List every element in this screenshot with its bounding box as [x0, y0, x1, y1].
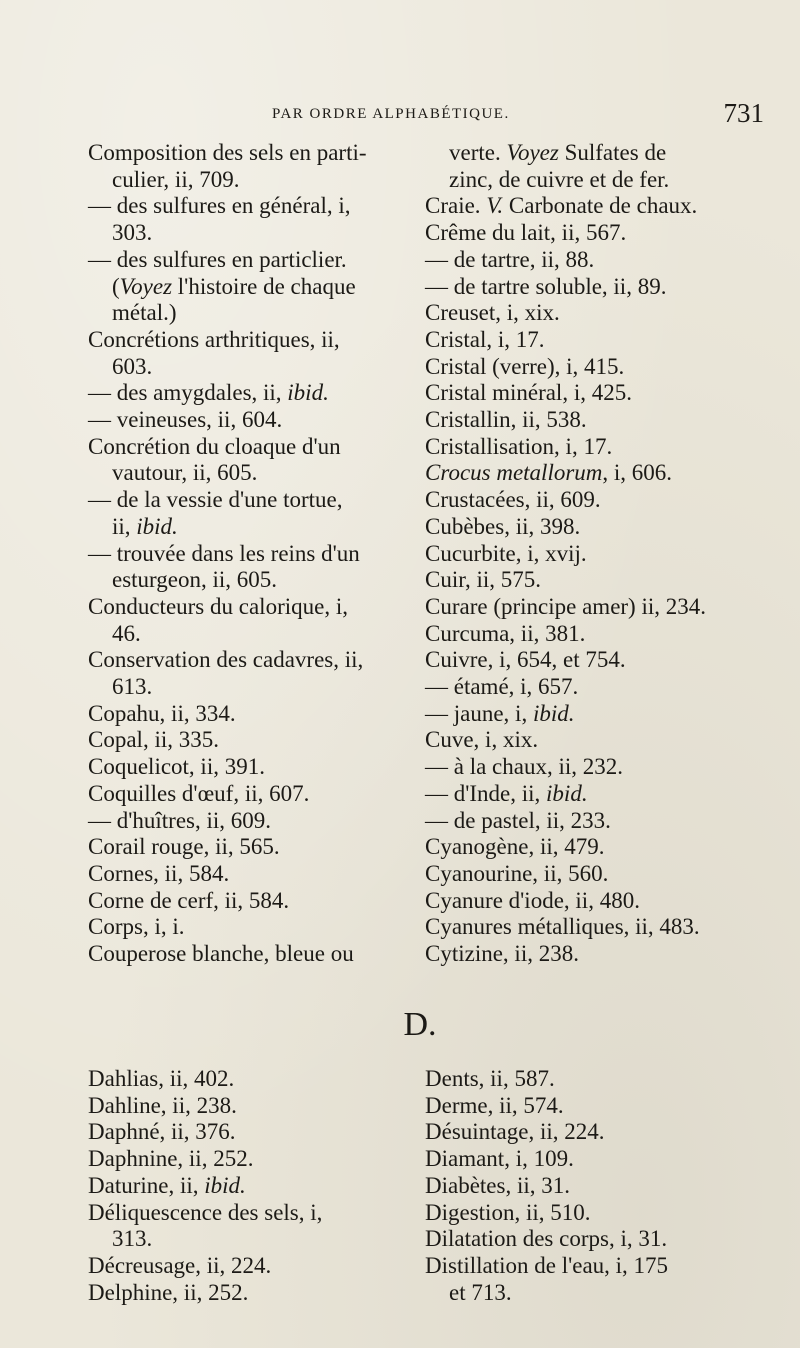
index-entry: — de tartre, ii, 88.: [425, 246, 595, 272]
index-entry: Copahu, ii, 334.: [88, 700, 236, 726]
index-entry: — trouvée dans les reins d'un: [88, 540, 360, 566]
index-entry: Cucurbite, i, xvij.: [425, 540, 587, 566]
index-entry: Cristallin, ii, 538.: [425, 407, 587, 433]
index-entry: Delphine, ii, 252.: [88, 1279, 249, 1305]
index-entry: Coquilles d'œuf, ii, 607.: [88, 780, 310, 806]
index-entry: Corne de cerf, ii, 584.: [88, 887, 290, 913]
index-entry: — des sulfures en général, i,: [88, 193, 351, 219]
index-entry: Cubèbes, ii, 398.: [425, 513, 581, 539]
index-entry: — d'Inde, ii, ibid.: [425, 780, 588, 806]
index-entry: Cyanourine, ii, 560.: [425, 860, 609, 886]
index-entry: — veineuses, ii, 604.: [88, 407, 283, 433]
section-letter: D.: [403, 1006, 437, 1043]
page-header: [0, 98, 800, 134]
index-entry: culier, ii, 709.: [112, 166, 240, 192]
index-entry: Creuset, i, xix.: [425, 300, 560, 326]
index-entry: vautour, ii, 605.: [112, 460, 258, 486]
index-entry: verte. Voyez Sulfates de: [449, 140, 667, 165]
index-entry: Cristal minéral, i, 425.: [425, 380, 632, 406]
index-entry: — de la vessie d'une tortue,: [88, 487, 343, 513]
index-entry: — étamé, i, 657.: [425, 674, 579, 700]
index-entry: Décreusage, ii, 224.: [88, 1252, 272, 1278]
index-entry: Cristallisation, i, 17.: [425, 433, 613, 459]
index-entry: métal.): [112, 300, 177, 326]
index-entry: Corps, i, i.: [88, 914, 185, 940]
index-entry: 46.: [112, 620, 141, 646]
index-entry: Curare (principe amer) ii, 234.: [425, 593, 706, 619]
running-head: PAR ORDRE ALPHABÉTIQUE.: [272, 106, 510, 122]
index-entry: Cyanogène, ii, 479.: [425, 834, 605, 860]
index-entry: Couperose blanche, bleue ou: [88, 941, 354, 967]
index-entry: Conducteurs du calorique, i,: [88, 593, 348, 619]
index-entry: Désuintage, ii, 224.: [425, 1119, 605, 1145]
index-entry: — de pastel, ii, 233.: [425, 807, 611, 833]
index-entry: Cyanure d'iode, ii, 480.: [425, 887, 640, 913]
index-entry: 303.: [112, 220, 153, 246]
index-entry: Derme, ii, 574.: [425, 1092, 564, 1118]
index-entry: Craie. V. Carbonate de chaux.: [425, 193, 698, 219]
index-entry: Cuivre, i, 654, et 754.: [425, 647, 626, 673]
index-entry: Corail rouge, ii, 565.: [88, 834, 280, 860]
index-entry: Digestion, ii, 510.: [425, 1199, 591, 1225]
index-entry: Dahlias, ii, 402.: [88, 1066, 235, 1091]
index-entry: Cornes, ii, 584.: [88, 860, 230, 886]
index-entry: Dilatation des corps, i, 31.: [425, 1226, 668, 1252]
index-entry: Cytizine, ii, 238.: [425, 941, 579, 967]
index-entry: zinc, de cuivre et de fer.: [449, 166, 670, 192]
index-entry: Crocus metallorum, i, 606.: [425, 460, 673, 486]
index-entry: Diabètes, ii, 31.: [425, 1172, 570, 1198]
page-number: 731: [723, 98, 764, 128]
index-entry: — des sulfures en particlier.: [88, 246, 347, 272]
index-entry: Concrétion du cloaque d'un: [88, 433, 341, 459]
index-entry: et 713.: [449, 1279, 512, 1305]
section-letter-d: [0, 1006, 800, 1044]
index-entry: Cristal, i, 17.: [425, 326, 545, 352]
index-entry: Crême du lait, ii, 567.: [425, 220, 627, 246]
index-entry: (Voyez l'histoire de chaque: [112, 273, 356, 299]
index-column-c-right: [425, 140, 770, 968]
index-entry: Dents, ii, 587.: [425, 1066, 555, 1091]
index-entry: Dahline, ii, 238.: [88, 1092, 237, 1118]
index-entry: esturgeon, ii, 605.: [112, 567, 278, 593]
index-entry: Copal, ii, 335.: [88, 727, 219, 753]
index-entry: Cuve, i, xix.: [425, 727, 539, 753]
index-entry: Daphné, ii, 376.: [88, 1119, 236, 1145]
index-entry: ii, ibid.: [112, 513, 178, 539]
index-column-d-left: [88, 1066, 418, 1306]
index-entry: — à la chaux, ii, 232.: [425, 754, 624, 780]
index-entry: Conservation des cadavres, ii,: [88, 647, 364, 673]
index-entry: Concrétions arthritiques, ii,: [88, 326, 340, 352]
index-entry: Curcuma, ii, 381.: [425, 620, 586, 646]
index-entry: Daphnine, ii, 252.: [88, 1146, 254, 1172]
index-entry: Diamant, i, 109.: [425, 1146, 574, 1172]
index-entry: — des amygdales, ii, ibid.: [88, 380, 329, 406]
index-entry: Déliquescence des sels, i,: [88, 1199, 323, 1225]
index-entry: Composition des sels en parti-: [88, 140, 367, 165]
index-entry: Coquelicot, ii, 391.: [88, 754, 265, 780]
index-entry: — d'huîtres, ii, 609.: [88, 807, 272, 833]
index-entry: Daturine, ii, ibid.: [88, 1172, 246, 1198]
index-entry: Cyanures métalliques, ii, 483.: [425, 914, 700, 940]
index-entry: Crustacées, ii, 609.: [425, 487, 601, 513]
index-entry: — jaune, i, ibid.: [425, 700, 575, 726]
index-entry: 313.: [112, 1226, 153, 1252]
index-entry: — de tartre soluble, ii, 89.: [425, 273, 667, 299]
index-entry: Cuir, ii, 575.: [425, 567, 541, 593]
index-entry: Distillation de l'eau, i, 175: [425, 1252, 669, 1278]
index-column-d-right: [425, 1066, 770, 1306]
index-entry: Cristal (verre), i, 415.: [425, 353, 625, 379]
index-entry: 603.: [112, 353, 153, 379]
index-column-c-left: [88, 140, 418, 968]
index-entry: 613.: [112, 674, 153, 700]
